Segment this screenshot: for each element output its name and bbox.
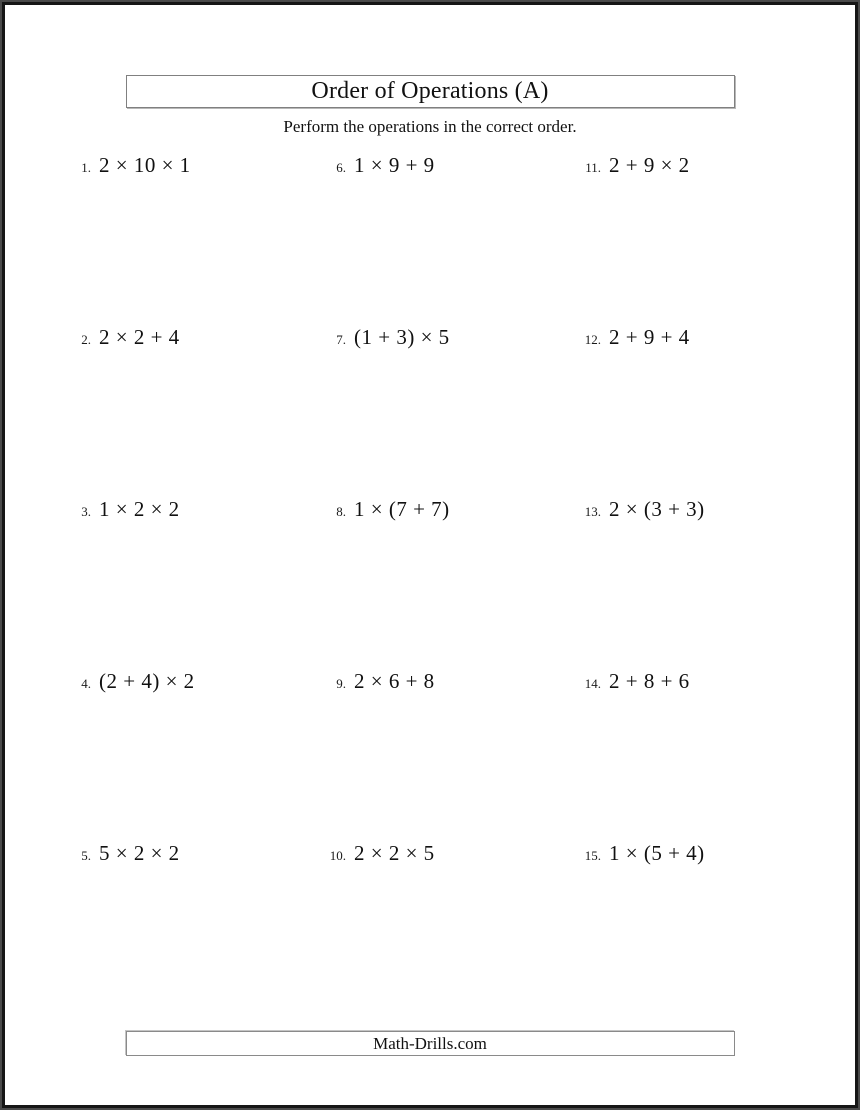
problem <box>51 665 306 837</box>
problem-expression: (2 + 4) × 2 <box>99 669 195 693</box>
problem-number: 13. <box>584 504 601 519</box>
instructions-text: Perform the operations in the correct order. <box>283 117 577 136</box>
problem-expression: 1 × 2 × 2 <box>99 497 180 521</box>
problem-number: 3. <box>81 504 91 519</box>
problem <box>561 321 855 493</box>
problem <box>306 149 561 321</box>
problem-expression: 1 × 9 + 9 <box>354 153 435 177</box>
problem-expression: 2 + 8 + 6 <box>609 669 690 693</box>
problem-number: 6. <box>336 160 346 175</box>
problem <box>306 493 561 665</box>
problem <box>561 149 855 321</box>
problem <box>306 837 561 1009</box>
problem-number: 11. <box>585 160 601 175</box>
problem-expression: 2 × 6 + 8 <box>354 669 435 693</box>
problem <box>51 149 306 321</box>
problem-expression: 1 × (7 + 7) <box>354 497 450 521</box>
problem-number: 14. <box>584 676 601 691</box>
problem <box>51 837 306 1009</box>
problem-number: 12. <box>584 332 601 347</box>
problem <box>561 665 855 837</box>
problem <box>561 837 855 1009</box>
problem-number: 5. <box>81 848 91 863</box>
problem <box>561 493 855 665</box>
problem-expression: 2 × (3 + 3) <box>609 497 705 521</box>
problem <box>51 321 306 493</box>
page-title: Order of Operations (A) <box>311 78 549 104</box>
problem-expression: 2 × 2 × 5 <box>354 841 435 865</box>
problem-number: 10. <box>329 848 346 863</box>
problem-expression: 2 + 9 × 2 <box>609 153 690 177</box>
problem-number: 7. <box>336 332 346 347</box>
problem-number: 2. <box>81 332 91 347</box>
footer-text: Math-Drills.com <box>373 1033 487 1053</box>
problem-expression: 2 × 2 + 4 <box>99 325 180 349</box>
problem-number: 9. <box>336 676 346 691</box>
problem-number: 15. <box>584 848 601 863</box>
problem <box>51 493 306 665</box>
problem-expression: 2 + 9 + 4 <box>609 325 690 349</box>
worksheet-page <box>2 2 858 1108</box>
problem-number: 1. <box>81 160 91 175</box>
problem-number: 4. <box>81 676 91 691</box>
problem-expression: 1 × (5 + 4) <box>609 841 705 865</box>
problem <box>306 665 561 837</box>
problem <box>306 321 561 493</box>
problem-expression: (1 + 3) × 5 <box>354 325 450 349</box>
footer-box <box>126 1031 735 1056</box>
problem-number: 8. <box>336 504 346 519</box>
title-box <box>126 75 735 108</box>
problems-grid <box>5 149 855 1009</box>
problem-expression: 2 × 10 × 1 <box>99 153 191 177</box>
problem-expression: 5 × 2 × 2 <box>99 841 180 865</box>
